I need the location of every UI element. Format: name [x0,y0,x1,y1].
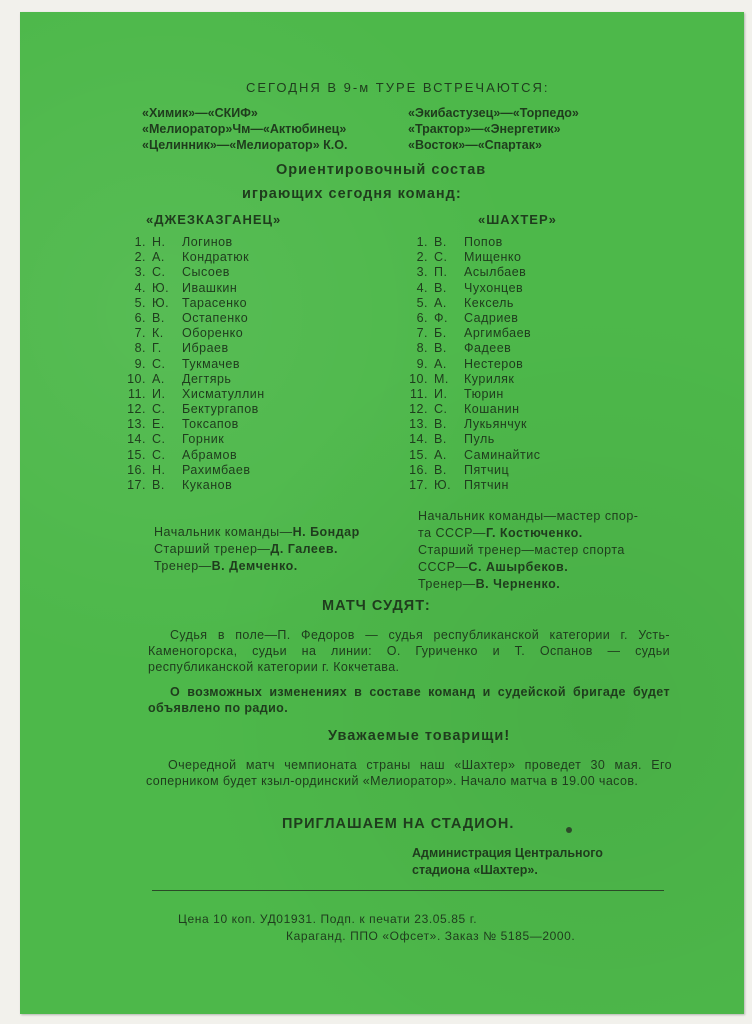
invite-text: ПРИГЛАШАЕМ НА СТАДИОН. [282,816,515,832]
player-number: 7. [134,326,146,341]
player-name: Пятчиц [464,462,510,477]
match-5: «Трактор»—«Энергетик» [408,122,561,136]
player-row [118,296,265,311]
player-initial: К. [152,326,164,341]
player-row [400,402,541,417]
player-name: Тарасенко [182,295,248,310]
player-initial: И. [434,386,448,401]
player-name: Остапенко [182,310,249,325]
changes-text: О возможных изменениях в составе команд и судейской бригаде будет объявлено по радио. [148,685,670,715]
match-4: «Экибастузец»—«Торпедо» [408,106,579,120]
match-1: «Химик»—«СКИФ» [142,106,258,120]
away-team-name: «ШАХТЕР» [478,212,557,227]
player-row [400,250,541,265]
signature-line-2: стадиона «Шахтер». [412,863,538,877]
player-row [400,372,541,387]
player-name: Пуль [464,432,495,447]
player-number: 1. [416,235,428,249]
player-initial: А. [434,295,447,310]
player-initial: Ф. [434,310,448,325]
player-initial: Г. [152,341,162,356]
imprint-line-2: Караганд. ППО «Офсет». Заказ № 5185—2000. [286,929,576,943]
home-staff-line: Старший тренер—Д. Галеев. [154,542,338,556]
player-number: 1. [134,235,146,249]
player-number: 12. [409,402,428,417]
away-staff-line: СССР—С. Ашырбеков. [418,560,569,574]
player-row [400,281,541,296]
player-initial: А. [152,250,165,265]
player-row [400,311,541,326]
player-number: 16. [127,462,146,477]
player-number: 10. [409,371,428,386]
player-name: Куриляк [464,371,515,386]
divider [152,890,664,891]
player-number: 11. [128,386,146,401]
player-row [400,296,541,311]
player-row [118,326,265,341]
home-staff [154,524,360,575]
player-initial: В. [434,462,447,477]
player-number: 3. [416,265,428,280]
player-initial: В. [434,432,447,447]
player-row [118,448,265,463]
player-name: Мищенко [464,250,522,265]
player-number: 16. [409,462,428,477]
player-name: Садриев [464,310,519,325]
player-initial: Ю. [152,295,170,310]
player-row [400,432,541,447]
match-2: «Мелиоратор»Чм—«Актюбинец» [142,122,347,136]
player-number: 13. [127,417,146,432]
player-number: 2. [416,250,428,265]
player-name: Дегтярь [182,371,232,386]
player-number: 10. [127,371,146,386]
player-number: 4. [134,280,146,295]
player-row [400,448,541,463]
player-number: 15. [127,447,146,462]
ink-speck [566,827,572,833]
away-staff [418,508,638,593]
player-name: Фадеев [464,341,512,356]
player-number: 14. [127,432,146,447]
player-initial: С. [152,356,166,371]
player-name: Пятчин [464,478,509,492]
player-number: 8. [416,341,428,356]
player-row [118,402,265,417]
player-initial: А. [434,356,447,371]
player-row [118,250,265,265]
player-number: 2. [134,250,146,265]
player-name: Тюрин [464,386,504,401]
player-row [400,265,541,280]
player-name: Хисматуллин [182,386,265,401]
player-name: Логинов [182,235,233,249]
home-roster [118,235,265,493]
player-row [400,357,541,372]
lineup-heading-1: Ориентировочный состав [276,162,487,178]
player-number: 17. [409,478,428,492]
player-number: 11. [410,386,428,401]
programme-page [20,12,744,1014]
player-row [400,387,541,402]
away-staff-line: Тренер—В. Черненко. [418,577,561,591]
player-number: 5. [134,295,146,310]
player-row [400,341,541,356]
player-row [400,417,541,432]
player-number: 13. [409,417,428,432]
player-initial: В. [434,235,447,249]
referees-heading: МАТЧ СУДЯТ: [322,598,431,614]
player-number: 6. [134,310,146,325]
player-initial: Ю. [434,478,452,492]
player-number: 17. [127,478,146,492]
player-number: 9. [134,356,146,371]
player-initial: И. [152,386,166,401]
player-number: 6. [416,310,428,325]
player-initial: В. [434,417,447,432]
away-staff-line: та СССР—Г. Костюченко. [418,526,583,540]
player-name: Оборенко [182,326,244,341]
player-row [118,417,265,432]
player-name: Кексель [464,295,514,310]
player-name: Токсапов [182,417,239,432]
player-number: 3. [134,265,146,280]
player-initial: В. [434,341,447,356]
player-name: Саминайтис [464,447,541,462]
player-row [400,478,541,493]
player-number: 15. [409,447,428,462]
player-number: 12. [127,402,146,417]
away-staff-line: Начальник команды—мастер спор- [418,509,639,523]
address-heading: Уважаемые товарищи! [328,728,511,744]
tour-heading: СЕГОДНЯ В 9-м ТУРЕ ВСТРЕЧАЮТСЯ: [246,80,550,95]
player-row [118,281,265,296]
player-name: Кондратюк [182,250,250,265]
player-row [118,311,265,326]
player-number: 14. [409,432,428,447]
player-initial: Б. [434,326,447,341]
home-staff-line: Тренер—В. Демченко. [154,559,298,573]
player-number: 5. [416,295,428,310]
away-staff-line: Старший тренер—мастер спорта [418,543,625,557]
player-initial: А. [152,371,165,386]
player-row [118,341,265,356]
player-initial: В. [152,478,165,492]
player-initial: С. [434,402,448,417]
player-number: 7. [416,326,428,341]
player-row [400,463,541,478]
player-name: Аргимбаев [464,326,532,341]
player-name: Кошанин [464,402,520,417]
player-name: Чухонцев [464,280,524,295]
player-name: Ибраев [182,341,229,356]
player-name: Сысоев [182,265,230,280]
player-initial: Е. [152,417,165,432]
referees-text: Судья в поле—П. Федоров — судья республиканской категории г. Усть-Каменогорска, судьи на линии: О. Гуриченко и Т. Оспанов — судьи республиканской категории г. Кокчетава. [148,628,670,674]
player-name: Асылбаев [464,265,527,280]
signature-line-1: Администрация Центрального [412,846,603,860]
player-initial: Н. [152,462,166,477]
player-row [118,463,265,478]
player-row [118,478,265,493]
player-initial: С. [152,432,166,447]
player-row [400,326,541,341]
player-number: 4. [416,280,428,295]
next-match-text: Очередной матч чемпионата страны наш «Шахтер» проведет 30 мая. Его соперником будет кзыл-ординский «Мелиоратор». Начало матча в 19.00 часов. [146,758,672,788]
lineup-heading-2: играющих сегодня команд: [242,186,462,202]
player-name: Горник [182,432,225,447]
player-number: 9. [416,356,428,371]
player-name: Бектургапов [182,402,259,417]
player-name: Рахимбаев [182,462,251,477]
player-initial: М. [434,371,449,386]
home-team-name: «ДЖЕЗКАЗГАНЕЦ» [146,212,282,227]
player-row [118,372,265,387]
player-number: 8. [134,341,146,356]
player-initial: П. [434,265,448,280]
player-initial: А. [434,447,447,462]
home-staff-line: Начальник команды—Н. Бондар [154,525,360,539]
player-row [118,235,265,250]
player-name: Ивашкин [182,280,238,295]
player-initial: Н. [152,235,166,249]
player-name: Нестеров [464,356,524,371]
imprint-line-1: Цена 10 коп. УД01931. Подп. к печати 23.05.85 г. [178,912,478,926]
match-3: «Целинник»—«Мелиоратор» К.О. [142,138,348,152]
player-initial: С. [152,265,166,280]
player-name: Попов [464,235,503,249]
player-row [400,235,541,250]
player-name: Лукьянчук [464,417,527,432]
player-row [118,265,265,280]
player-initial: С. [434,250,448,265]
away-roster [400,235,541,493]
player-initial: В. [434,280,447,295]
player-name: Абрамов [182,447,238,462]
player-initial: С. [152,447,166,462]
player-row [118,387,265,402]
player-row [118,432,265,447]
player-initial: В. [152,310,165,325]
player-row [118,357,265,372]
player-initial: Ю. [152,280,170,295]
player-name: Куканов [182,478,233,492]
player-name: Тукмачев [182,356,241,371]
player-initial: С. [152,402,166,417]
match-6: «Восток»—«Спартак» [408,138,542,152]
